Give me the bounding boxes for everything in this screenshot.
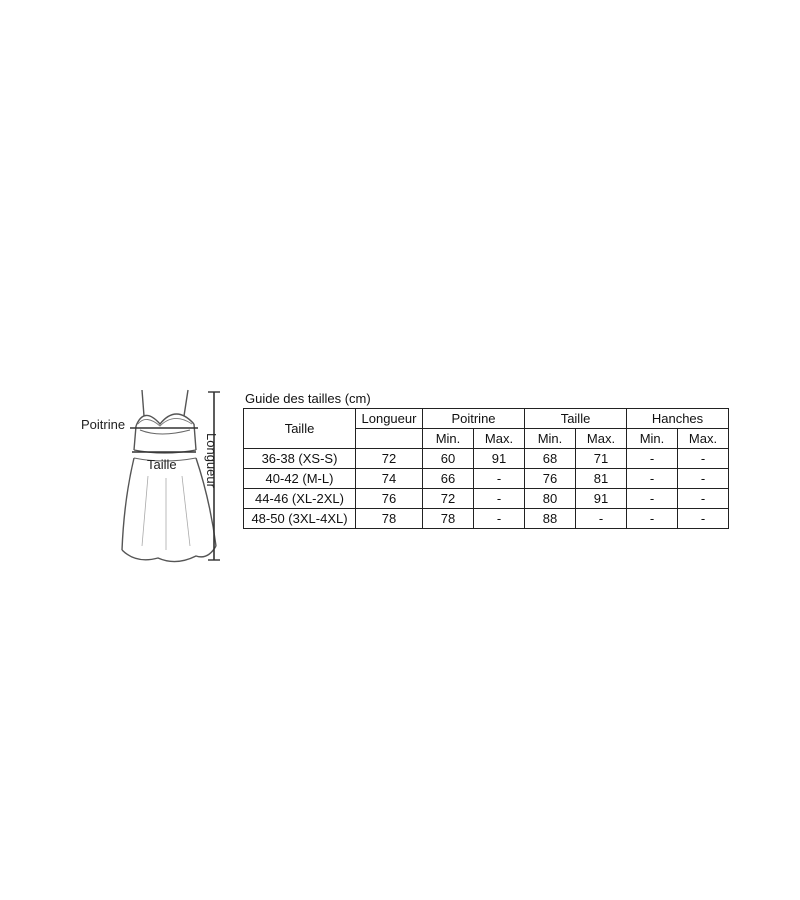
table-row	[244, 489, 729, 509]
cell-chest-max: -	[474, 509, 525, 529]
cell-length: 78	[356, 509, 423, 529]
header-chest-max: Max.	[474, 429, 525, 449]
table-row	[244, 449, 729, 469]
cell-chest-min: 66	[423, 469, 474, 489]
chest-label: Poitrine	[81, 417, 126, 432]
header-chest: Poitrine	[423, 409, 525, 429]
cell-length: 74	[356, 469, 423, 489]
cell-size: 36-38 (XS-S)	[244, 449, 356, 469]
header-waist-min: Min.	[525, 429, 576, 449]
cell-waist-max: -	[576, 509, 627, 529]
header-length: Longueur	[356, 409, 423, 429]
header-hips: Hanches	[627, 409, 729, 429]
cell-waist-min: 88	[525, 509, 576, 529]
cell-length: 72	[356, 449, 423, 469]
cell-chest-min: 72	[423, 489, 474, 509]
cell-waist-min: 68	[525, 449, 576, 469]
cell-chest-min: 78	[423, 509, 474, 529]
header-size: Taille	[244, 409, 356, 449]
size-guide-title: Guide des tailles (cm)	[245, 391, 371, 406]
header-hips-min: Min.	[627, 429, 678, 449]
cell-chest-max: -	[474, 489, 525, 509]
cell-waist-max: 91	[576, 489, 627, 509]
cell-hips-max: -	[678, 489, 729, 509]
cell-size: 44-46 (XL-2XL)	[244, 489, 356, 509]
header-length-sub	[356, 429, 423, 449]
waist-label: Taille	[147, 457, 177, 472]
cell-hips-min: -	[627, 449, 678, 469]
cell-hips-min: -	[627, 489, 678, 509]
length-label: Longueur	[204, 433, 219, 488]
cell-hips-max: -	[678, 509, 729, 529]
cell-hips-max: -	[678, 469, 729, 489]
cell-chest-max: -	[474, 469, 525, 489]
cell-chest-min: 60	[423, 449, 474, 469]
cell-chest-max: 91	[474, 449, 525, 469]
dress-illustration	[76, 380, 244, 570]
header-hips-max: Max.	[678, 429, 729, 449]
cell-waist-max: 81	[576, 469, 627, 489]
size-table	[243, 408, 729, 529]
cell-hips-min: -	[627, 469, 678, 489]
table-row	[244, 469, 729, 489]
cell-size: 48-50 (3XL-4XL)	[244, 509, 356, 529]
cell-waist-min: 80	[525, 489, 576, 509]
header-row-main	[244, 409, 729, 429]
header-waist-max: Max.	[576, 429, 627, 449]
table-row	[244, 509, 729, 529]
header-waist: Taille	[525, 409, 627, 429]
header-chest-min: Min.	[423, 429, 474, 449]
cell-waist-min: 76	[525, 469, 576, 489]
cell-size: 40-42 (M-L)	[244, 469, 356, 489]
cell-length: 76	[356, 489, 423, 509]
cell-hips-min: -	[627, 509, 678, 529]
cell-waist-max: 71	[576, 449, 627, 469]
cell-hips-max: -	[678, 449, 729, 469]
